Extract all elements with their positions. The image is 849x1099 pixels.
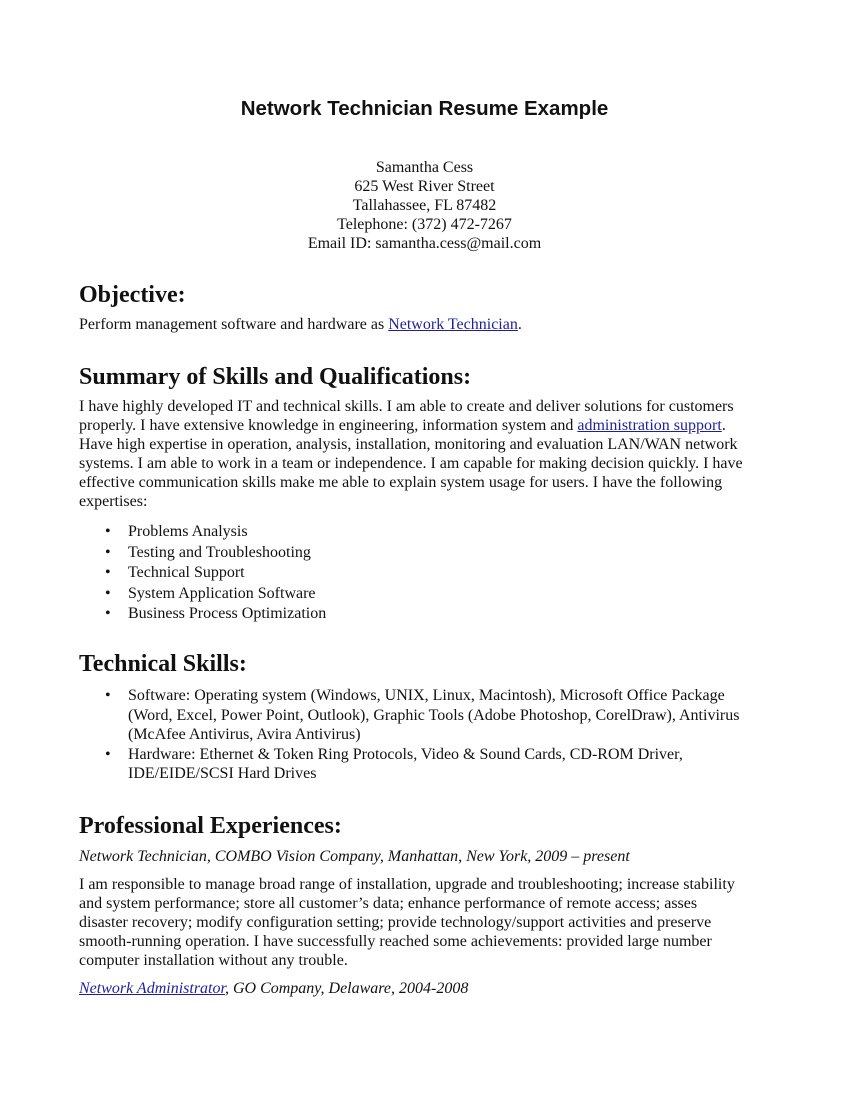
job-1-line: disaster recovery; modify configuration setting; provide technology/support activities and preserve [79,914,712,931]
bullet-icon: • [105,564,111,582]
list-item [79,584,779,605]
bullet-icon: • [105,543,111,561]
list-item [79,522,779,543]
summary-line-2-text: properly. I have extensive knowledge in engineering, information system and [79,417,578,434]
contact-city: Tallahassee, FL 87482 [352,197,497,214]
contact-street: 625 West River Street [354,178,495,195]
software-line: (McAfee Antivirus, Avira Antivirus) [128,726,361,743]
expertise-list [79,522,779,625]
hardware-line: Hardware: Ethernet & Token Ring Protocols, Video & Sound Cards, CD-ROM Driver, [128,745,683,763]
expertise-label: Problems Analysis [128,523,248,540]
job-2-title-rest: , GO Company, Delaware, 2004-2008 [224,980,469,997]
objective-text-before: Perform management software and hardware as [79,316,389,333]
job-2-title [79,979,779,998]
expertise-label: Technical Support [128,564,245,582]
job-1-line: computer installation without any trouble. [79,952,348,969]
technical-skills-section [79,649,779,784]
contact-name: Samantha Cess [375,159,474,176]
summary-line: I have highly developed IT and technical skills. I am able to create and deliver solutions for customers [79,398,734,415]
software-line: Software: Operating system (Windows, UNIX, Linux, Macintosh), Microsoft Office Package [128,687,725,704]
summary-line: systems. I am able to work in a team or independence. I am capable for making decision quickly. I have [79,455,743,472]
network-administrator-link[interactable]: Network Administrator [79,980,225,997]
summary-line: expertises: [79,493,148,510]
expertise-label: System Application Software [128,584,316,602]
summary-paragraph [79,397,779,511]
job-1-line: and system performance; store all customer’s data; enhance performance of remote access; asses [79,895,698,912]
document-title: Network Technician Resume Example [240,97,609,120]
list-item [79,604,779,625]
technical-skills-list [79,686,779,784]
list-item [79,563,779,584]
network-technician-link[interactable]: Network Technician [388,316,518,333]
summary-line: effective communication skills make me able to explain system usage for users. I have the following [79,474,723,491]
job-1-line: I am responsible to manage broad range of installation, upgrade and troubleshooting; increase stability [79,876,735,893]
objective-heading: Objective: [79,282,186,308]
experience-heading: Professional Experiences: [79,813,342,839]
expertise-label: Testing and Troubleshooting [128,543,311,561]
summary-heading: Summary of Skills and Qualifications: [79,364,472,390]
bullet-icon: • [105,605,111,623]
objective-section [79,280,779,334]
bullet-icon: • [105,745,111,763]
list-item [79,686,779,745]
objective-text-after: . [517,316,522,333]
contact-email: Email ID: samantha.cess@mail.com [307,235,542,252]
bullet-icon: • [105,687,111,704]
job-1-title: Network Technician, COMBO Vision Company, Manhattan, New York, 2009 – present [79,848,630,865]
job-1-line: smooth-running operation. I have successfully reached some achievements: provided large number [79,933,712,950]
summary-line: Have high expertise in operation, analysis, installation, monitoring and evaluation LAN/WAN network [79,436,738,453]
job-1-description [79,875,779,970]
summary-line [79,416,779,435]
contact-block [0,158,849,253]
technical-skills-heading: Technical Skills: [79,651,247,677]
software-line: (Word, Excel, Power Point, Outlook), Graphic Tools (Adobe Photoshop, CorelDraw), Antivirus [128,706,740,724]
summary-section [79,362,779,625]
administration-support-link[interactable]: administration support [577,417,722,434]
bullet-icon: • [105,523,111,540]
summary-line-2-after: . [721,417,726,434]
list-item [79,543,779,564]
objective-text [79,315,779,334]
contact-telephone: Telephone: (372) 472-7267 [337,216,512,233]
expertise-label: Business Process Optimization [128,605,327,623]
list-item [79,745,779,784]
hardware-line: IDE/EIDE/SCSI Hard Drives [128,765,317,782]
bullet-icon: • [105,584,111,602]
experience-section [79,811,779,998]
